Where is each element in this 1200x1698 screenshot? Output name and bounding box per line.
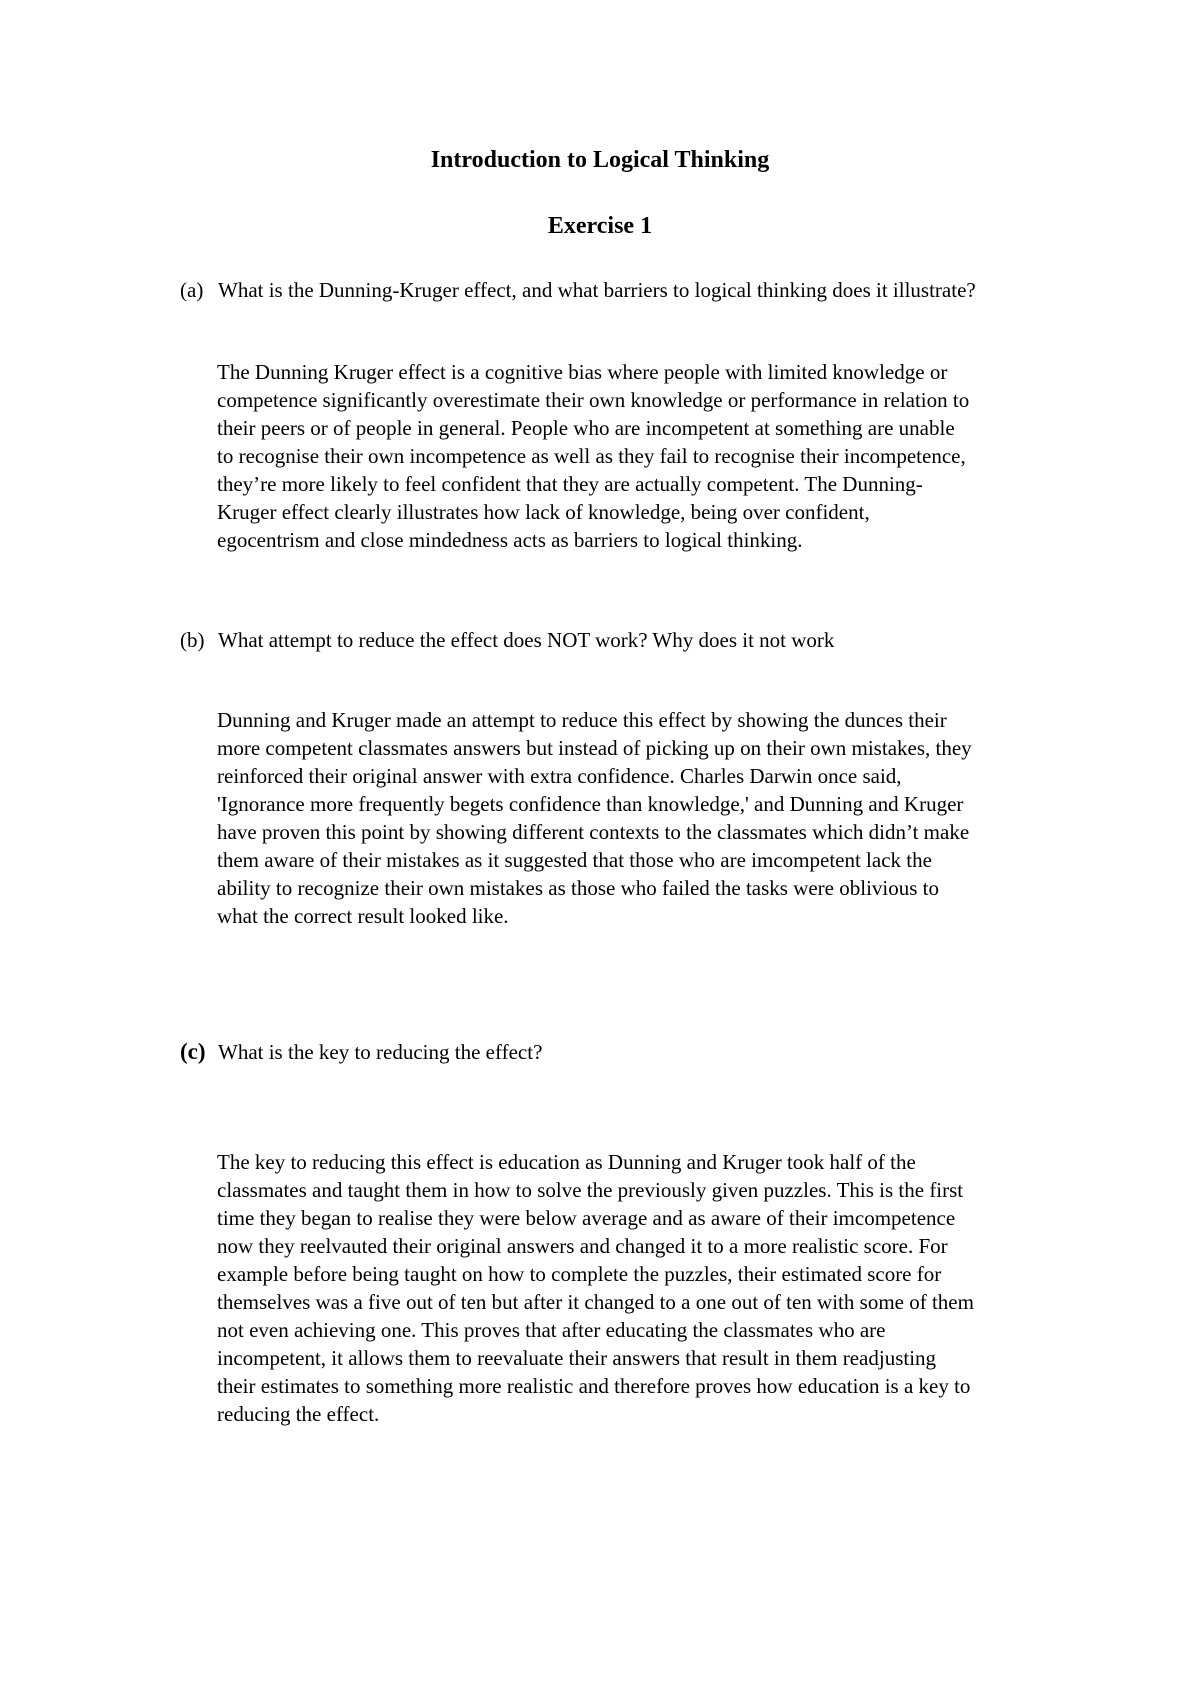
answer-line: have proven this point by showing different contexts to the classmates which didn’t make <box>217 820 970 844</box>
question-b-text: What attempt to reduce the effect does NOT work? Why does it not work <box>218 628 835 652</box>
answer-b <box>217 706 1097 930</box>
answer-line: competence significantly overestimate their own knowledge or performance in relation to <box>217 388 970 412</box>
answer-line: now they reelvauted their original answers and changed it to a more realistic score. For <box>217 1234 948 1258</box>
answer-line: their peers or of people in general. People who are incompetent at something are unable <box>217 416 955 440</box>
answer-line: The key to reducing this effect is education as Dunning and Kruger took half of the <box>217 1150 916 1174</box>
answer-line: The Dunning Kruger effect is a cognitive bias where people with limited knowledge or <box>217 360 948 384</box>
question-c-text: What is the key to reducing the effect? <box>218 1040 543 1064</box>
question-b-label: (b) <box>180 628 205 652</box>
answer-line: time they began to realise they were below average and as aware of their imcompetence <box>217 1206 956 1230</box>
answer-line: not even achieving one. This proves that after educating the classmates who are <box>217 1318 886 1342</box>
answer-line: reducing the effect. <box>217 1402 380 1426</box>
answer-line: 'Ignorance more frequently begets confidence than knowledge,' and Dunning and Kruger <box>217 792 964 816</box>
answer-line: ability to recognize their own mistakes as those who failed the tasks were oblivious to <box>217 876 939 900</box>
answer-line: reinforced their original answer with extra confidence. Charles Darwin once said, <box>217 764 902 788</box>
answer-line: egocentrism and close mindedness acts as barriers to logical thinking. <box>217 528 803 552</box>
question-a <box>180 276 1110 304</box>
question-a-text: What is the Dunning-Kruger effect, and what barriers to logical thinking does it illustrate? <box>218 278 976 302</box>
document-title: Introduction to Logical Thinking <box>430 147 770 173</box>
answer-line: classmates and taught them in how to solve the previously given puzzles. This is the first <box>217 1178 964 1202</box>
answer-line: more competent classmates answers but instead of picking up on their own mistakes, they <box>217 736 972 760</box>
answer-line: example before being taught on how to complete the puzzles, their estimated score for <box>217 1262 942 1286</box>
question-c <box>180 1038 1110 1066</box>
answer-line: to recognise their own incompetence as well as they fail to recognise their incompetence, <box>217 444 966 468</box>
answer-line: incompetent, it allows them to reevaluate their answers that result in them readjusting <box>217 1346 937 1370</box>
exercise-title: Exercise 1 <box>547 213 653 239</box>
answer-c <box>217 1148 1097 1428</box>
answer-line: Kruger effect clearly illustrates how lack of knowledge, being over confident, <box>217 500 870 524</box>
answer-a <box>217 358 1097 554</box>
answer-line: Dunning and Kruger made an attempt to reduce this effect by showing the dunces their <box>217 708 947 732</box>
question-b <box>180 626 1110 654</box>
answer-line: they’re more likely to feel confident that they are actually competent. The Dunning- <box>217 472 923 496</box>
question-c-label: (c) <box>180 1039 206 1064</box>
answer-line: their estimates to something more realistic and therefore proves how education is a key to <box>217 1374 971 1398</box>
answer-line: what the correct result looked like. <box>217 904 509 928</box>
answer-line: themselves was a five out of ten but after it changed to a one out of ten with some of them <box>217 1290 974 1314</box>
answer-line: them aware of their mistakes as it suggested that those who are imcompetent lack the <box>217 848 932 872</box>
question-a-label: (a) <box>180 278 204 302</box>
